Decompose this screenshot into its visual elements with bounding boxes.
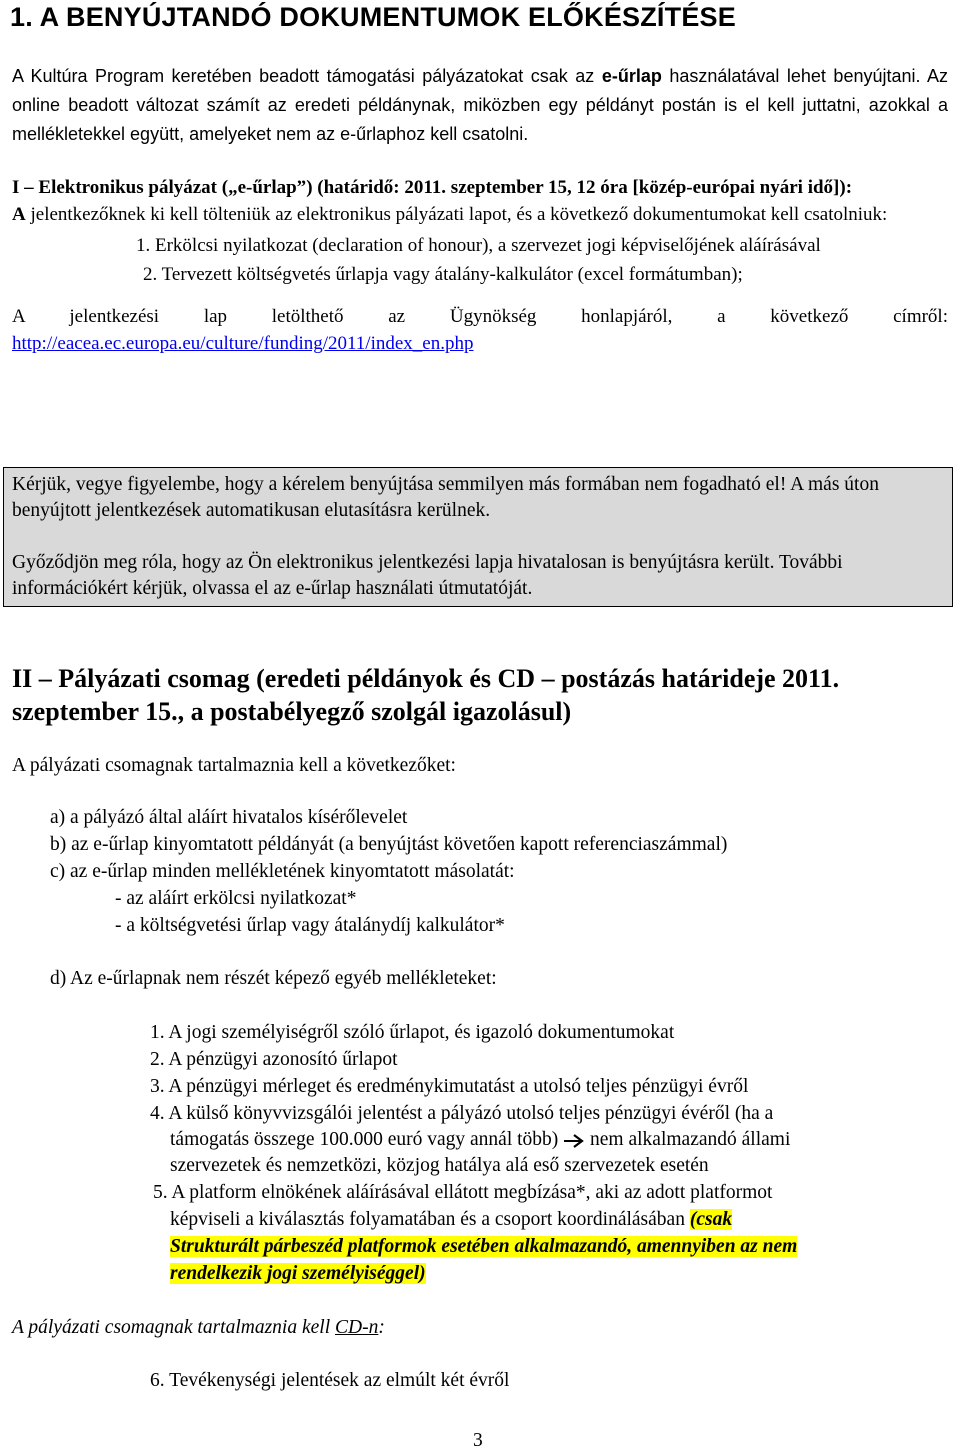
section1-title-quote: „e-űrlap” xyxy=(228,177,307,198)
list-item: c) az e-űrlap minden mellékletének kinyomtatott másolatát: xyxy=(50,861,515,882)
list-item: a) a pályázó által aláírt hivatalos kísérőlevelet xyxy=(50,807,408,828)
list-item: 3. A pénzügyi mérleget és eredménykimutatást a utolsó teljes pénzügyi évről xyxy=(150,1076,749,1097)
arrow-right-icon xyxy=(563,1134,585,1148)
intro-text-1: A Kultúra Program keretében beadott támogatási pályázatokat csak az xyxy=(12,66,602,86)
download-info: A jelentkezési lap letölthető az Ügynökség honlapjáról, a következő címről: xyxy=(12,306,948,327)
list-item: b) az e-űrlap kinyomtatott példányát (a benyújtást követően kapott referenciaszámmal) xyxy=(50,834,728,855)
item4-text-after-arrow: nem alkalmazandó állami xyxy=(585,1129,791,1150)
list-item: - a költségvetési űrlap vagy átalánydíj kalkulátor* xyxy=(115,915,505,936)
list-item: 2. A pénzügyi azonosító űrlapot xyxy=(150,1049,398,1070)
list-item: 2. Tervezett költségvetés űrlapja vagy átalány-kalkulátor (excel formátumban); xyxy=(143,264,743,285)
highlighted-note: Strukturált párbeszéd platformok esetében alkalmazandó, amennyiben az nem xyxy=(170,1236,798,1257)
section2-title: II – Pályázati csomag (eredeti példányok és CD – postázás határideje 2011. szeptember 15., a postabélyegző szolgál igazolásul) xyxy=(12,664,840,726)
list-item-continuation xyxy=(170,1209,732,1231)
section-electronic-application xyxy=(12,174,948,357)
section1-lead-text: jelentkezőknek ki kell tölteniük az elektronikus pályázati lapot, és a következő dokumentumokat kell csatolniuk: xyxy=(25,204,888,225)
section1-required-docs xyxy=(136,231,948,289)
list-item-continuation: szervezetek és nemzetközi, közjog hatálya alá eső szervezetek esetén xyxy=(170,1155,709,1176)
intro-text-2: használatával lehet benyújtani. Az online beadott változat számít az eredeti példánynak, miközben egy példányt postán is el kell juttatni, azokkal a mellékletekkel együtt, amelyeket nem az e-űrlaphoz kell csatolni. xyxy=(12,66,949,144)
notice-paragraph-2: Győződjön meg róla, hogy az Ön elektronikus jelentkezési lapja hivatalosan is benyújtásra került. További információkért kérjük, olvassa el az e-űrlap használati útmutatóját. xyxy=(12,552,843,599)
item4-text: támogatás összege 100.000 euró vagy annál több) xyxy=(170,1129,559,1150)
list-item: 6. Tevékenységi jelentések az elmúlt két évről xyxy=(150,1370,510,1391)
list-item-continuation xyxy=(170,1129,790,1151)
notice-paragraph-1: Kérjük, vegye figyelembe, hogy a kérelem benyújtása semmilyen más formában nem fogadható el! A más úton benyújtott jelentkezések automatikusan elutasításra kerülnek. xyxy=(12,474,879,521)
list-item: 5. A platform elnökének aláírásával ellátott megbízása*, aki az adott platformot xyxy=(153,1182,773,1203)
list-item: 1. Erkölcsi nyilatkozat (declaration of honour), a szervezet jogi képviselőjének aláírásával xyxy=(136,235,821,256)
section1-title-text-1: I – Elektronikus pályázat ( xyxy=(12,177,229,198)
notice-box xyxy=(3,467,953,607)
list-item: 4. A külső könyvvizsgálói jelentést a pályázó utolsó teljes pénzügyi évéről (ha a xyxy=(150,1103,774,1124)
cd-lead xyxy=(12,1317,385,1339)
intro-bold-term: e-űrlap xyxy=(601,66,662,86)
page-number: 3 xyxy=(473,1430,483,1451)
highlighted-note: (csak xyxy=(689,1209,733,1230)
page-heading: 1. A BENYÚJTANDÓ DOKUMENTUMOK ELŐKÉSZÍTÉSE xyxy=(10,2,736,32)
list-item: 1. A jogi személyiségről szóló űrlapot, és igazoló dokumentumokat xyxy=(150,1022,675,1043)
list-item-continuation xyxy=(170,1236,797,1258)
cd-lead-underlined: CD-n xyxy=(335,1317,379,1338)
section1-lead xyxy=(12,201,948,228)
section2-lead: A pályázati csomagnak tartalmaznia kell a következőket: xyxy=(12,755,456,776)
highlighted-note: rendelkezik jogi személyiséggel) xyxy=(170,1263,426,1284)
download-link[interactable]: http://eacea.ec.europa.eu/culture/funding/2011/index_en.php xyxy=(12,333,474,354)
list-item: d) Az e-űrlapnak nem részét képező egyéb mellékleteket: xyxy=(50,968,497,989)
cd-lead-colon: : xyxy=(378,1317,385,1338)
section1-title xyxy=(12,174,948,201)
cd-lead-text: A pályázati csomagnak tartalmaznia kell xyxy=(12,1317,335,1338)
list-item-continuation xyxy=(170,1263,426,1285)
item5-text: képviseli a kiválasztás folyamatában és a csoport koordinálásában xyxy=(170,1209,690,1230)
list-item: - az aláírt erkölcsi nyilatkozat* xyxy=(115,888,357,909)
section1-lead-bold: A xyxy=(12,204,26,225)
intro-paragraph xyxy=(12,62,948,149)
section1-title-text-2: ) (határidő: 2011. szeptember 15, 12 óra [közép-európai nyári idő]): xyxy=(306,177,853,198)
